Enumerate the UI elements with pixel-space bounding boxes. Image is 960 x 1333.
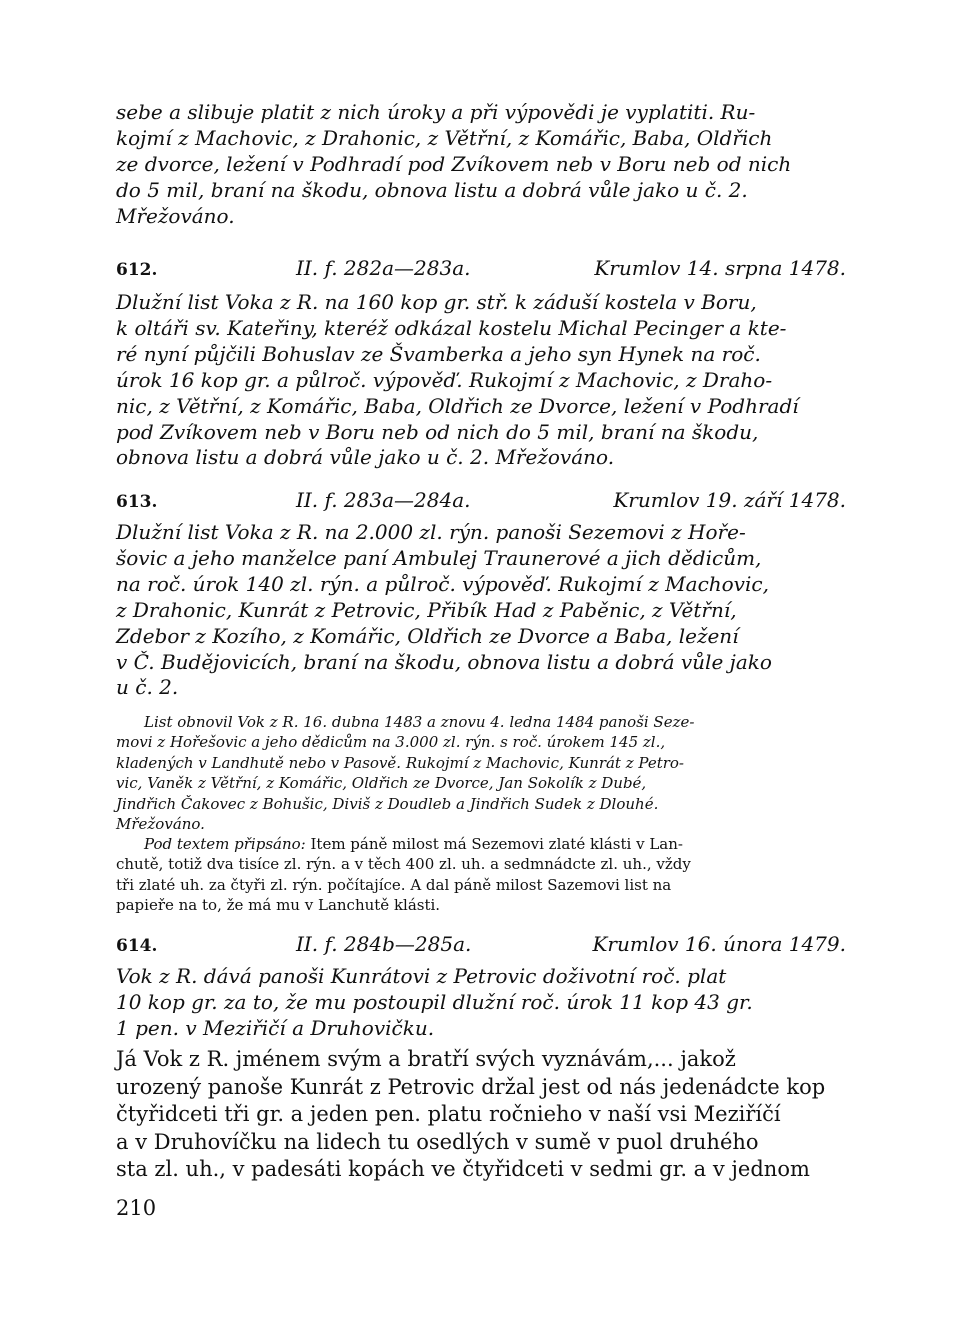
entry-614-regest xyxy=(116,964,846,1042)
text-line: kojmí z Machovic, z Drahonic, z Větřní, z Komářic, Baba, Oldřich xyxy=(116,125,773,150)
text-line: šovic a jeho manželce paní Ambulej Traunerové a jich dědicům, xyxy=(116,545,762,570)
text-line: 10 kop gr. za to, že mu postoupil dlužní roč. úrok 11 kop 43 gr. xyxy=(116,989,753,1014)
text-line: urozený panoše Kunrát z Petrovic držal jest od nás jedenádcte kop xyxy=(116,1074,826,1099)
entry-613-regest xyxy=(116,520,846,701)
text-line: Vok z R. dává panoši Kunrátovi z Petrovic doživotní roč. plat xyxy=(116,964,727,988)
entry-612-regest xyxy=(116,290,846,471)
entry-number: 614. xyxy=(116,936,158,956)
entry-614-text xyxy=(116,1046,846,1184)
text-line: ze dvorce, ležení v Podhradí pod Zvíkovem neb v Boru neb od nich xyxy=(116,151,792,176)
note-line: Jindřich Čakovec z Bohušic, Diviš z Doudleb a Jindřich Sudek z Dlouhé. xyxy=(116,794,659,813)
text-line: sta zl. uh., v padesáti kopách ve čtyřidceti v sedmi gr. a v jednom xyxy=(116,1157,810,1181)
text-line: pod Zvíkovem neb v Boru neb od nich do 5 mil, braní na škodu, xyxy=(116,419,759,444)
place-date: Krumlov 14. srpna 1478. xyxy=(594,256,846,280)
text-line: Dlužní list Voka z R. na 160 kop gr. stř. k záduší kostela v Boru, xyxy=(116,290,757,314)
place-date: Krumlov 19. září 1478. xyxy=(613,488,846,512)
text-line: čtyřidceti tři gr. a jeden pen. platu ročnieho v naší vsi Meziříčí xyxy=(116,1102,781,1126)
text-line: ré nyní půjčili Bohuslav ze Švamberka a jeho syn Hynek na roč. xyxy=(116,341,761,366)
note-line: Mřežováno. xyxy=(116,815,205,834)
place-date: Krumlov 16. února 1479. xyxy=(592,932,846,956)
text-line: Mřežováno. xyxy=(116,203,235,228)
text-line: u č. 2. xyxy=(116,675,179,700)
entry-614-heading xyxy=(116,932,846,960)
postscript-line: tři zlaté uh. za čtyři zl. rýn. počítajíce. A dal páně milost Sazemovi list na xyxy=(116,875,672,894)
text-line: a v Druhovíčku na lidech tu osedlých v sumě v puol druhého xyxy=(116,1129,759,1154)
folio-reference: II. f. 284b—285a. xyxy=(296,932,472,956)
text-line: 1 pen. v Meziřičí a Druhovičku. xyxy=(116,1015,435,1040)
entry-611-continuation xyxy=(116,100,846,230)
entry-number: 612. xyxy=(116,260,158,280)
text-line: Zdebor z Kozího, z Komářic, Oldřich ze Dvorce a Baba, ležení xyxy=(116,623,739,648)
note-line: movi z Hořešovic a jeho dědicům na 3.000 zl. rýn. s roč. úrokem 145 zl., xyxy=(116,733,666,752)
text-line: do 5 mil, braní na škodu, obnova listu a dobrá vůle jako u č. 2. xyxy=(116,177,748,202)
entry-613-note xyxy=(116,712,846,834)
note-line: vic, Vaněk z Větřní, z Komářic, Oldřich ze Dvorce, Jan Sokolík z Dubé, xyxy=(116,774,647,793)
postscript-first-line xyxy=(116,834,846,854)
folio-reference: II. f. 283a—284a. xyxy=(296,488,471,512)
text-line: obnova listu a dobrá vůle jako u č. 2. Mřežováno. xyxy=(116,445,615,470)
text-line: z Drahonic, Kunrát z Petrovic, Přibík Had z Paběnic, z Větřní, xyxy=(116,597,737,622)
text-line: nic, z Větřní, z Komářic, Baba, Oldřich ze Dvorce, ležení v Podhradí xyxy=(116,393,799,418)
text-line: Dlužní list Voka z R. na 2.000 zl. rýn. panoši Sezemovi z Hoře- xyxy=(116,520,746,544)
postscript-text: Item páně milost má Sezemovi zlaté klásti v Lan- xyxy=(305,835,683,853)
text-line: k oltáři sv. Kateřiny, kteréž odkázal kostelu Michal Pecinger a kte- xyxy=(116,315,787,340)
text-line: Já Vok z R. jménem svým a bratří svých vyznávám,... jakož xyxy=(116,1047,736,1071)
text-line: na roč. úrok 140 zl. rýn. a půlroč. výpověď. Rukojmí z Machovic, xyxy=(116,571,769,596)
folio-reference: II. f. 282a—283a. xyxy=(296,256,471,280)
postscript-label: Pod textem připsáno: xyxy=(144,835,306,853)
entry-613-heading xyxy=(116,488,846,516)
postscript-line: chutě, totiž dva tisíce zl. rýn. a v těch 400 zl. uh. a sedmnádcte zl. uh., vždy xyxy=(116,855,691,874)
text-line: sebe a slibuje platit z nich úroky a při výpovědi je vyplatiti. Ru- xyxy=(116,100,756,124)
note-line: kladených v Landhutě nebo v Pasově. Rukojmí z Machovic, Kunrát z Petro- xyxy=(116,753,684,772)
entry-number: 613. xyxy=(116,492,158,512)
text-line: úrok 16 kop gr. a půlroč. výpověď. Rukojmí z Machovic, z Draho- xyxy=(116,367,773,392)
postscript-line: papieře na to, že má mu v Lanchutě klásti. xyxy=(116,896,441,915)
page-number: 210 xyxy=(116,1196,157,1220)
note-line: List obnovil Vok z R. 16. dubna 1483 a znovu 4. ledna 1484 panoši Seze- xyxy=(144,713,695,731)
entry-612-heading xyxy=(116,256,846,284)
text-line: v Č. Budějovicích, braní na škodu, obnova listu a dobrá vůle jako xyxy=(116,649,772,674)
entry-613-postscript xyxy=(116,834,846,916)
